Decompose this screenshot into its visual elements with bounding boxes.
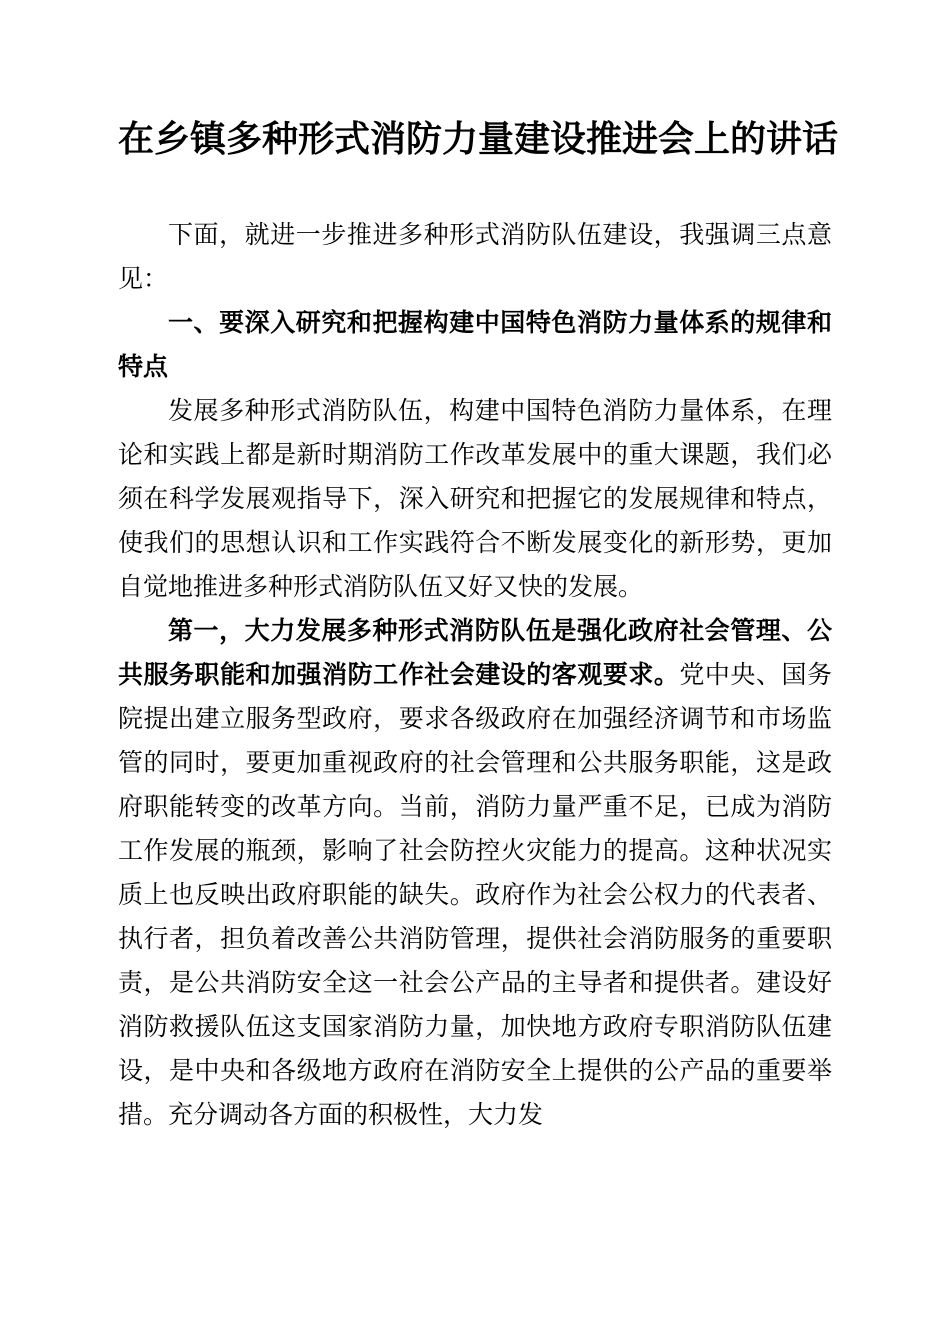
intro-paragraph: 下面，就进一步推进多种形式消防队伍建设，我强调三点意见： bbox=[118, 222, 832, 293]
document-title: 在乡镇多种形式消防力量建设推进会上的讲话 bbox=[118, 119, 839, 159]
paragraph-2 bbox=[118, 610, 832, 1138]
paragraph-2-lead-bold: 第一，大力发展多种形式消防队伍是强化政府社会管理、公共服务职能和加强消防工作社会建设的客观要求。 bbox=[118, 618, 832, 689]
paragraph-2-body-text: 党中央、国务院提出建立服务型政府，要求各级政府在加强经济调节和市场监管的同时，要更加重视政府的社会管理和公共服务职能，这是政府职能转变的改革方向。当前，消防力量严重不足，已成为消防工作发展的瓶颈，影响了社会防控火灾能力的提高。这种状况实质上也反映出政府职能的缺失。政府作为社会公权力的代表者、执行者，担负着改善公共消防管理，提供社会消防服务的重要职责，是公共消防安全这一社会公产品的主导者和提供者。建设好消防救援队伍这支国家消防力量，加快地方政府专职消防队伍建设，是中央和各级地方政府在消防安全上提供的公产品的重要举措。充分调动各方面的积极性，大力发 bbox=[118, 662, 832, 1129]
paragraph-1: 发展多种形式消防队伍，构建中国特色消防力量体系，在理论和实践上都是新时期消防工作改革发展中的重大课题，我们必须在科学发展观指导下，深入研究和把握它的发展规律和特点，使我们的思想认识和工作实践符合不断发展变化的新形势，更加自觉地推进多种形式消防队伍又好又快的发展。 bbox=[118, 398, 832, 601]
section-1-heading: 一、要深入研究和把握构建中国特色消防力量体系的规律和特点 bbox=[118, 310, 832, 381]
